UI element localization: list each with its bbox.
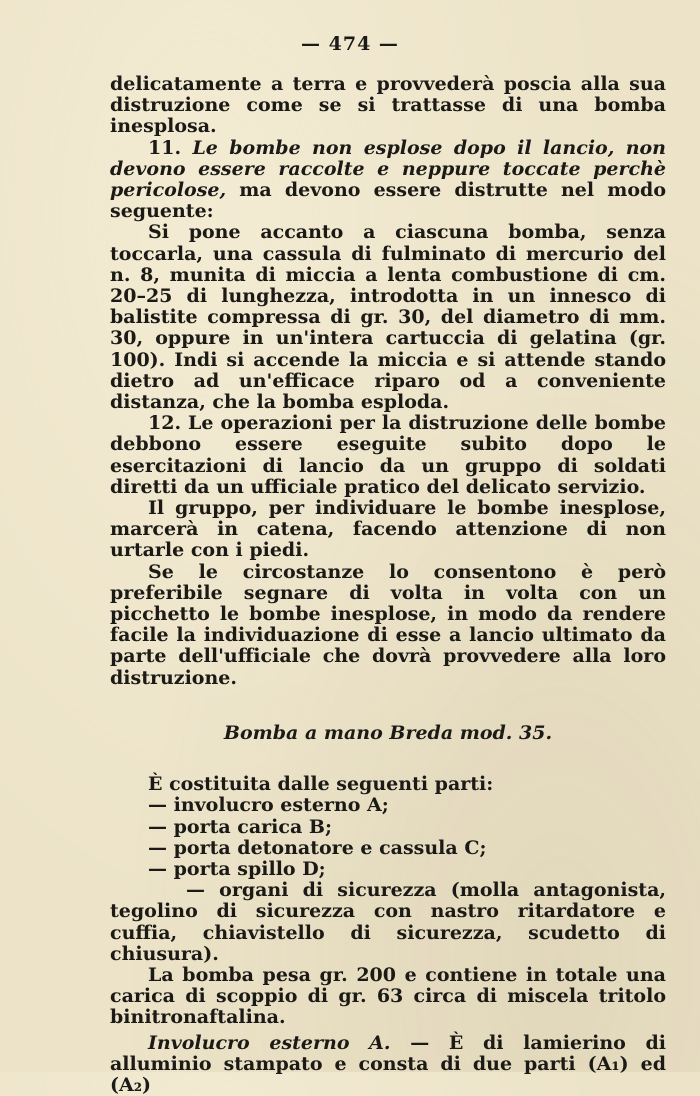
section-heading: Bomba a mano Breda mod. 35. bbox=[223, 721, 553, 744]
body-text bbox=[110, 74, 666, 1096]
paragraph-weight: La bomba pesa gr. 200 e contiene in totale una carica di scoppio di gr. 63 circa di miscela tritolo binitronaftalina. bbox=[110, 963, 666, 1029]
page-number: — 474 — bbox=[301, 33, 399, 55]
paragraph-circumstances: Se le circostanze lo consentono è però preferibile segnare di volta in volta con un picchetto le bombe inesplose, in modo da rendere facile la individuazione di esse a lancio ultimato da parte dell'ufficiale che dovrà provvedere alla loro distruzione. bbox=[110, 560, 666, 689]
paragraph-number: 11. bbox=[148, 136, 182, 159]
paragraph-12: 12. Le operazioni per la distruzione delle bombe debbono essere eseguite subito dopo le esercitazioni di lancio da un gruppo di soldati diretti da un ufficiale pratico del delicato servizio. bbox=[110, 412, 666, 498]
list-item: — porta detonatore e cassula C; bbox=[148, 836, 487, 859]
paragraph-group: Il gruppo, per individuare le bombe inesplose, marcerà in catena, facendo attenzione di non urtarle con i piedi. bbox=[110, 497, 666, 562]
list-item: — porta carica B; bbox=[148, 815, 332, 838]
list-item: — porta spillo D; bbox=[148, 857, 326, 880]
paragraph-11 bbox=[110, 138, 666, 223]
parts-list bbox=[110, 795, 666, 965]
parts-intro: È costituita dalle seguenti parti: bbox=[148, 773, 494, 796]
paragraph-involucro bbox=[110, 1033, 666, 1096]
paragraph-procedure: Si pone accanto a ciascuna bomba, senza toccarla, una cassula di fulminato di mercurio del n. 8, munita di miccia a lenta combustione di cm. 20–25 di lunghezza, introdotta in un innesco di balistite compressa di gr. 30, del diametro di mm. 30, oppure in un'intera cartuccia di gelatina (gr. 100). Indi si accende la miccia e si attende stando dietro ad un'efficace riparo od a conveniente distanza, che la bomba esploda. bbox=[110, 221, 666, 414]
list-item: — involucro esterno A; bbox=[148, 794, 389, 817]
italic-subheading: Involucro esterno A. bbox=[148, 1031, 391, 1054]
paragraph-continuation: delicatamente a terra e provvederà poscia alla sua distruzione come se si trattasse di una bomba inesplosa. bbox=[110, 73, 666, 138]
list-item: — organi di sicurezza (molla antagonista, tegolino di sicurezza con nastro ritardatore e cuffia, chiavistello di sicurezza, scudetto di chiusura). bbox=[110, 879, 666, 965]
paragraph-rest: ma devono essere distrutte nel modo seguente: bbox=[110, 179, 666, 223]
paragraph-rest: — È di lamierino di alluminio stampato e consta di due parti (A₁) ed (A₂) bbox=[110, 1031, 666, 1096]
italic-warning: Le bombe non esplose dopo il lancio, non devono essere raccolte e neppure toccate perchè pericolose, bbox=[110, 136, 666, 202]
